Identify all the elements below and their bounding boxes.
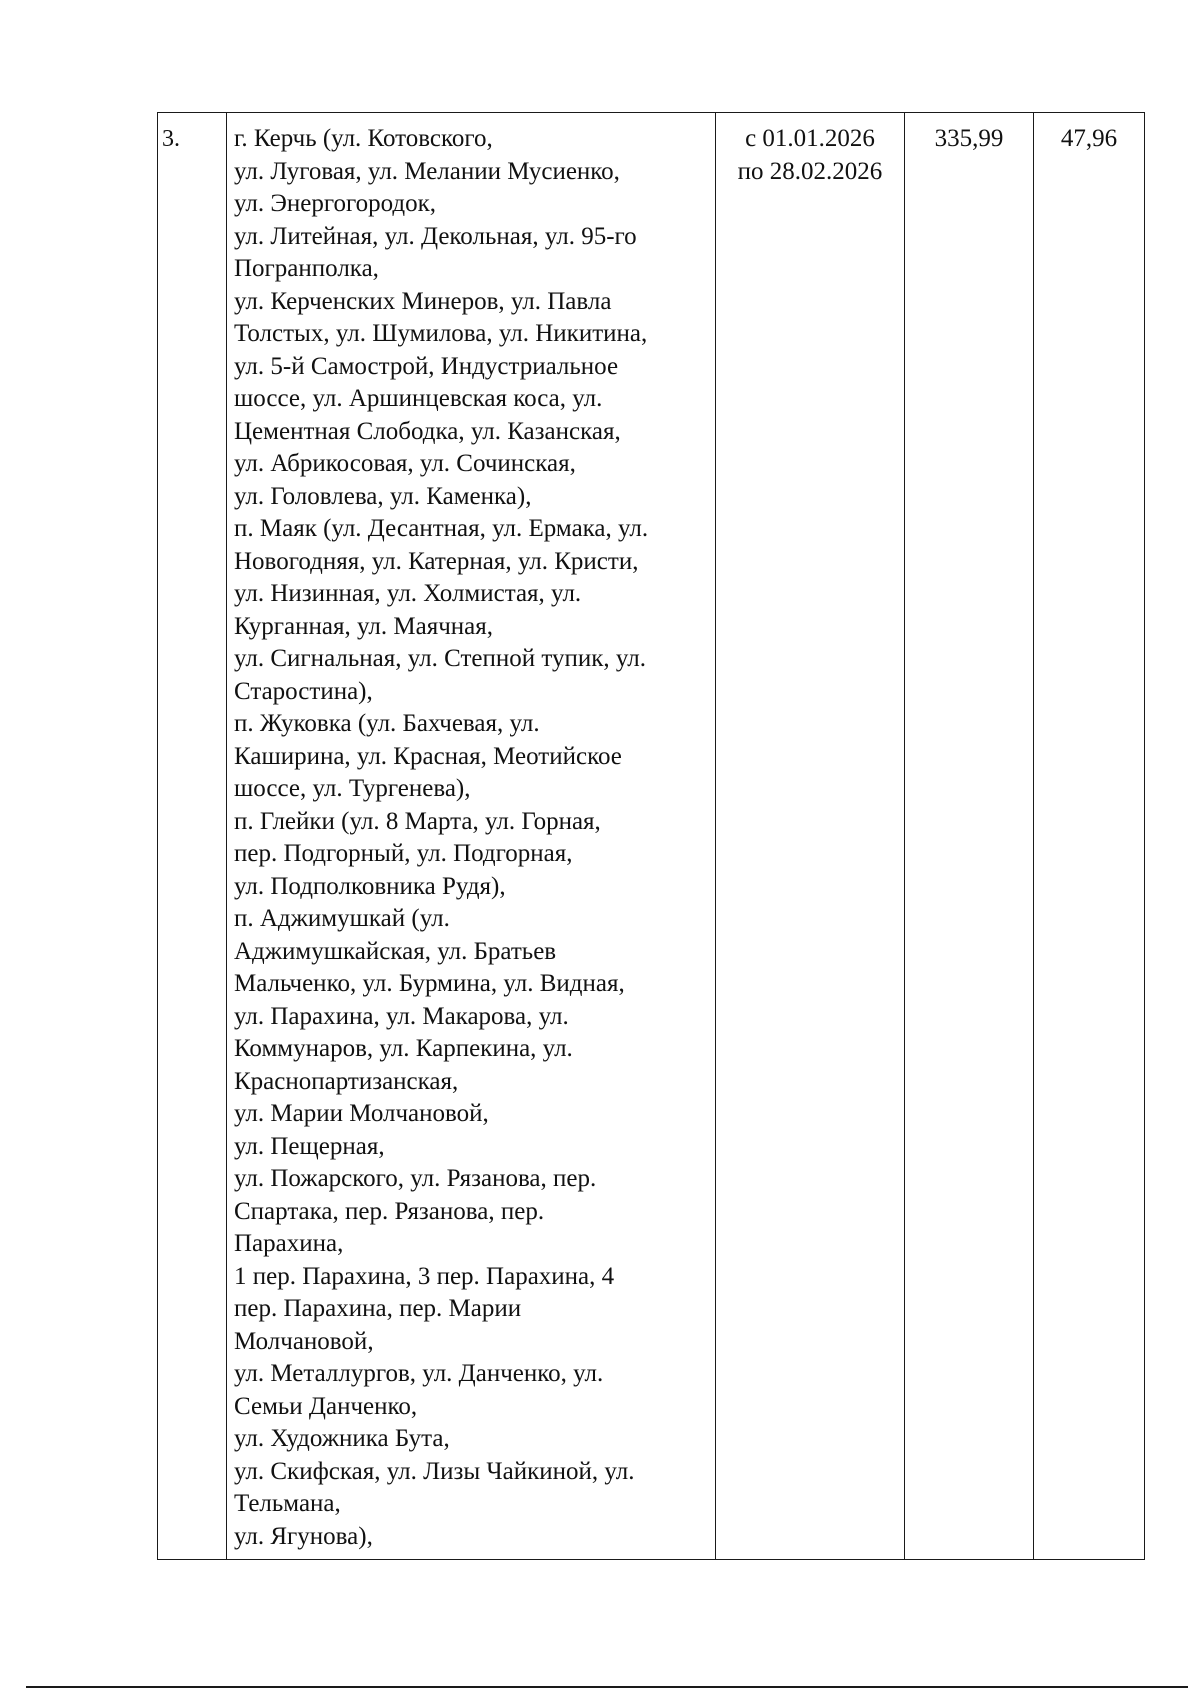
address-line: Мальченко, ул. Бурмина, ул. Видная, [234, 970, 625, 997]
value-1: 335,99 [934, 125, 1004, 152]
address-line: Спартака, пер. Рязанова, пер. [234, 1197, 545, 1225]
address-line: ул. Сигнальная, ул. Степной тупик, ул. [234, 645, 646, 672]
address-line: ул. 5-й Самострой, Индустриальное [234, 352, 619, 380]
address-line: г. Керчь (ул. Котовского, [234, 125, 493, 152]
address-line: ул. Металлургов, ул. Данченко, ул. [234, 1360, 604, 1387]
address-line: Молчановой, [234, 1327, 374, 1355]
address-line: ул. Ягунова), [234, 1522, 373, 1550]
address-line: ул. Скифская, ул. Лизы Чайкиной, ул. [234, 1457, 635, 1485]
address-line: Коммунаров, ул. Карпекина, ул. [234, 1035, 573, 1062]
address-line: п. Жуковка (ул. Бахчевая, ул. [234, 710, 540, 737]
address-line: шоссе, ул. Аршинцевская коса, ул. [234, 385, 603, 412]
address-line: п. Маяк (ул. Десантная, ул. Ермака, ул. [234, 515, 649, 542]
address-line: Погранполка, [234, 255, 379, 282]
address-line: Семьи Данченко, [234, 1392, 418, 1420]
address-line: Каширина, ул. Красная, Меотийское [234, 742, 622, 770]
address-line: ул. Марии Молчановой, [234, 1100, 489, 1127]
address-line: Парахина, [234, 1230, 344, 1257]
row-number-cell [158, 113, 227, 1560]
address-line: ул. Пожарского, ул. Рязанова, пер. [234, 1165, 597, 1192]
address-line: ул. Пещерная, [234, 1132, 385, 1160]
value-1-cell [905, 113, 1034, 1560]
footer-rule [26, 1686, 1188, 1688]
address-cell [227, 113, 716, 1560]
address-line: Толстых, ул. Шумилова, ул. Никитина, [234, 320, 648, 347]
address-line: шоссе, ул. Тургенева), [234, 775, 471, 802]
address-line: ул. Парахина, ул. Макарова, ул. [234, 1002, 569, 1030]
address-line: 1 пер. Парахина, 3 пер. Парахина, 4 [234, 1262, 615, 1290]
address-line: Краснопартизанская, [234, 1067, 459, 1095]
period-from: с 01.01.2026 [745, 125, 875, 152]
address-line: ул. Головлева, ул. Каменка), [234, 482, 532, 510]
period [716, 113, 904, 188]
address-line: ул. Абрикосовая, ул. Сочинская, [234, 450, 576, 477]
address-line: ул. Энергогородок, [234, 190, 437, 217]
address-line: ул. Художника Бута, [234, 1425, 450, 1452]
row-number: 3. [162, 126, 180, 152]
address-line: Курганная, ул. Маячная, [234, 612, 493, 640]
address-line: Тельмана, [234, 1490, 341, 1517]
address-line: Старостина), [234, 677, 373, 705]
address-line: Новогодняя, ул. Катерная, ул. Кристи, [234, 547, 639, 575]
period-cell [716, 113, 905, 1560]
address-line: Аджимушкайская, ул. Братьев [234, 937, 557, 965]
address-line: п. Глейки (ул. 8 Марта, ул. Горная, [234, 807, 601, 835]
table-row [158, 113, 1145, 1560]
tariff-table [157, 112, 1145, 1560]
address-line: п. Аджимушкай (ул. [234, 905, 450, 932]
address-list [227, 113, 715, 1553]
value-2: 47,96 [1060, 125, 1118, 152]
value-2-cell [1034, 113, 1145, 1560]
address-line: пер. Подгорный, ул. Подгорная, [234, 840, 573, 867]
address-line: ул. Литейная, ул. Декольная, ул. 95-го [234, 222, 637, 250]
address-line: ул. Керченских Минеров, ул. Павла [234, 287, 612, 315]
address-line: ул. Луговая, ул. Мелании Мусиенко, [234, 157, 620, 185]
address-line: ул. Низинная, ул. Холмистая, ул. [234, 580, 582, 607]
address-line: ул. Подполковника Рудя), [234, 872, 506, 900]
period-to: по 28.02.2026 [737, 157, 883, 185]
address-line: Цементная Слободка, ул. Казанская, [234, 417, 621, 445]
address-line: пер. Парахина, пер. Марии [234, 1295, 522, 1322]
